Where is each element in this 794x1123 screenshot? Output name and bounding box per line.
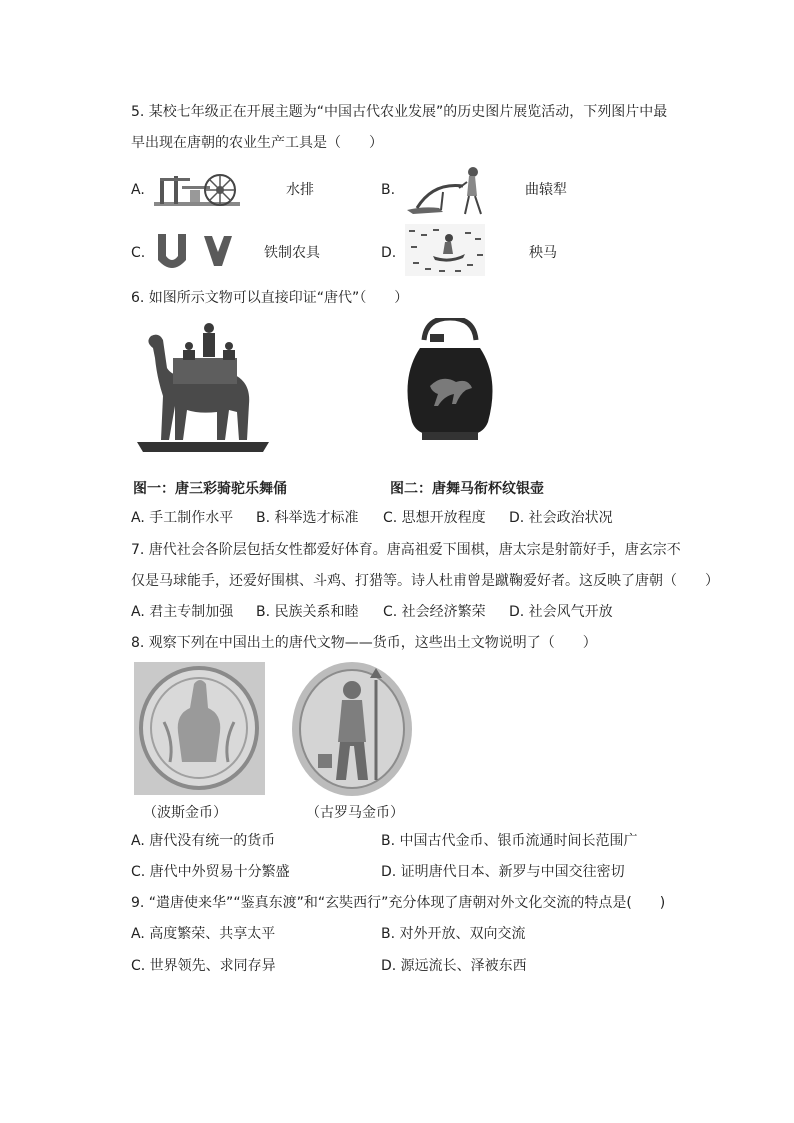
- q5-option-c-label: 铁制农具: [264, 245, 320, 261]
- curved-plough-image: [403, 162, 493, 218]
- q7-option-b[interactable]: B. 民族关系和睦: [256, 604, 359, 620]
- q5-option-d-letter[interactable]: D.: [381, 245, 397, 261]
- q7-option-d[interactable]: D. 社会风气开放: [509, 604, 613, 620]
- q9-stem: 9. “遣唐使来华”“鉴真东渡”和“玄奘西行”充分体现了唐朝对外文化交流的特点是( ): [131, 895, 666, 911]
- q6-option-c[interactable]: C. 思想开放程度: [383, 510, 486, 526]
- q9-option-d[interactable]: D. 源远流长、泽被东西: [381, 958, 527, 974]
- q7-stem-line1: 7. 唐代社会各阶层包括女性都爱好体育。唐高祖爱下围棋，唐太宗是射箭好手，唐玄宗不: [131, 542, 681, 558]
- q6-option-d[interactable]: D. 社会政治状况: [509, 510, 613, 526]
- q8-option-d[interactable]: D. 证明唐代日本、新罗与中国交往密切: [381, 864, 625, 880]
- q5-option-a-letter[interactable]: A.: [131, 182, 145, 198]
- persian-gold-coin-image: [134, 662, 265, 795]
- q8-caption-persian-coin: （波斯金币）: [143, 805, 227, 821]
- q5-option-a-label: 水排: [286, 182, 314, 198]
- tang-silver-pot-image: [396, 318, 504, 442]
- tang-sancai-camel-figure-image: [133, 318, 273, 453]
- q9-option-a[interactable]: A. 高度繁荣、共享太平: [131, 926, 276, 942]
- q8-option-c[interactable]: C. 唐代中外贸易十分繁盛: [131, 864, 290, 880]
- q8-stem: 8. 观察下列在中国出土的唐代文物——货币，这些出土文物说明了（ ）: [131, 635, 597, 651]
- q7-option-a[interactable]: A. 君主专制加强: [131, 604, 234, 620]
- q8-caption-roman-coin: （古罗马金币）: [306, 805, 404, 821]
- q5-option-c-letter[interactable]: C.: [131, 245, 146, 261]
- q6-caption-figure-1: 图一：唐三彩骑驼乐舞俑: [133, 481, 287, 497]
- water-wheel-image: [152, 168, 242, 212]
- q6-option-a[interactable]: A. 手工制作水平: [131, 510, 234, 526]
- q5-stem-line2: 早出现在唐朝的农业生产工具是（ ）: [131, 135, 383, 151]
- q6-stem: 6. 如图所示文物可以直接印证“唐代”（ ）: [131, 290, 409, 306]
- q5-option-b-label: 曲辕犁: [525, 182, 567, 198]
- q8-option-b[interactable]: B. 中国古代金币、银币流通时间长范围广: [381, 833, 638, 849]
- q5-option-d-label: 秧马: [529, 245, 557, 261]
- q7-option-c[interactable]: C. 社会经济繁荣: [383, 604, 486, 620]
- q6-option-b[interactable]: B. 科举选才标准: [256, 510, 359, 526]
- q8-option-a[interactable]: A. 唐代没有统一的货币: [131, 833, 276, 849]
- q9-option-c[interactable]: C. 世界领先、求同存异: [131, 958, 276, 974]
- q9-option-b[interactable]: B. 对外开放、双向交流: [381, 926, 526, 942]
- q5-stem-line1: 5. 某校七年级正在开展主题为“中国古代农业发展”的历史图片展览活动，下列图片中最: [131, 104, 668, 120]
- rice-seedling-horse-image: [405, 224, 485, 276]
- q6-caption-figure-2: 图二：唐舞马衔杯纹银壶: [390, 481, 544, 497]
- q5-option-b-letter[interactable]: B.: [381, 182, 396, 198]
- iron-tools-image: [152, 230, 238, 274]
- q7-stem-line2: 仅是马球能手，还爱好围棋、斗鸡、打猎等。诗人杜甫曾是蹴鞠爱好者。这反映了唐朝（ ）: [131, 573, 719, 589]
- roman-gold-coin-image: [290, 660, 414, 798]
